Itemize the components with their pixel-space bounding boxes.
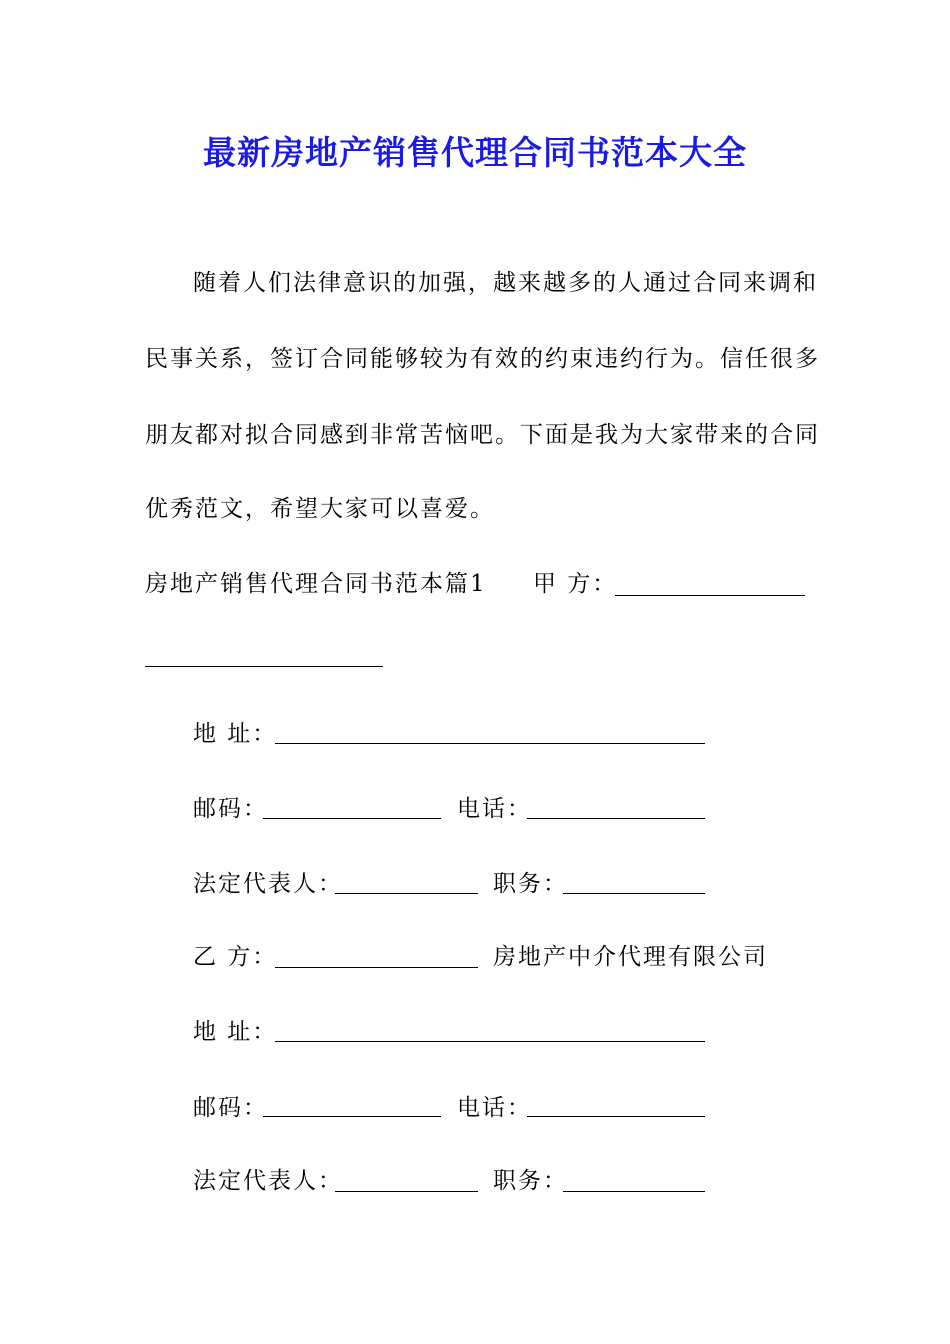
section-heading: 房地产销售代理合同书范本篇1 <box>145 571 487 597</box>
party-a-phone-label: 电话： <box>457 796 532 822</box>
party-a-address-label: 地 址： <box>193 721 278 747</box>
party-b-address-blank[interactable] <box>275 1041 705 1042</box>
party-a-rep-label: 法定代表人： <box>193 871 343 897</box>
party-b-rep-blank[interactable] <box>335 1191 478 1192</box>
party-b-name-blank[interactable] <box>275 967 478 968</box>
intro-line-2: 民事关系，签订合同能够较为有效的约束违约行为。信任很多 <box>145 346 820 372</box>
party-a-rep-blank[interactable] <box>335 893 478 894</box>
party-a-address-blank[interactable] <box>275 743 705 744</box>
party-b-rep-label: 法定代表人： <box>193 1168 343 1194</box>
party-a-name-blank[interactable] <box>615 595 805 596</box>
party-b-company-suffix: 房地产中介代理有限公司 <box>493 944 768 970</box>
party-a-name-blank-continued[interactable] <box>145 666 383 667</box>
party-a-position-blank[interactable] <box>563 893 705 894</box>
party-a-postcode-blank[interactable] <box>263 818 441 819</box>
party-a-label: 甲 方： <box>533 571 618 597</box>
party-b-position-label: 职务： <box>493 1168 568 1194</box>
party-b-position-blank[interactable] <box>563 1191 705 1192</box>
intro-line-3: 朋友都对拟合同感到非常苦恼吧。下面是我为大家带来的合同 <box>145 422 820 448</box>
party-b-postcode-label: 邮码： <box>193 1095 268 1121</box>
document-title: 最新房地产销售代理合同书范本大全 <box>203 133 747 172</box>
party-a-phone-blank[interactable] <box>527 818 705 819</box>
intro-line-1: 随着人们法律意识的加强，越来越多的人通过合同来调和 <box>193 270 818 296</box>
party-b-postcode-blank[interactable] <box>263 1116 441 1117</box>
party-b-phone-label: 电话： <box>457 1095 532 1121</box>
party-b-address-label: 地 址： <box>193 1019 278 1045</box>
party-b-label: 乙 方： <box>193 944 278 970</box>
party-a-postcode-label: 邮码： <box>193 796 268 822</box>
party-a-position-label: 职务： <box>493 871 568 897</box>
intro-line-4: 优秀范文，希望大家可以喜爱。 <box>145 496 495 522</box>
party-b-phone-blank[interactable] <box>527 1116 705 1117</box>
